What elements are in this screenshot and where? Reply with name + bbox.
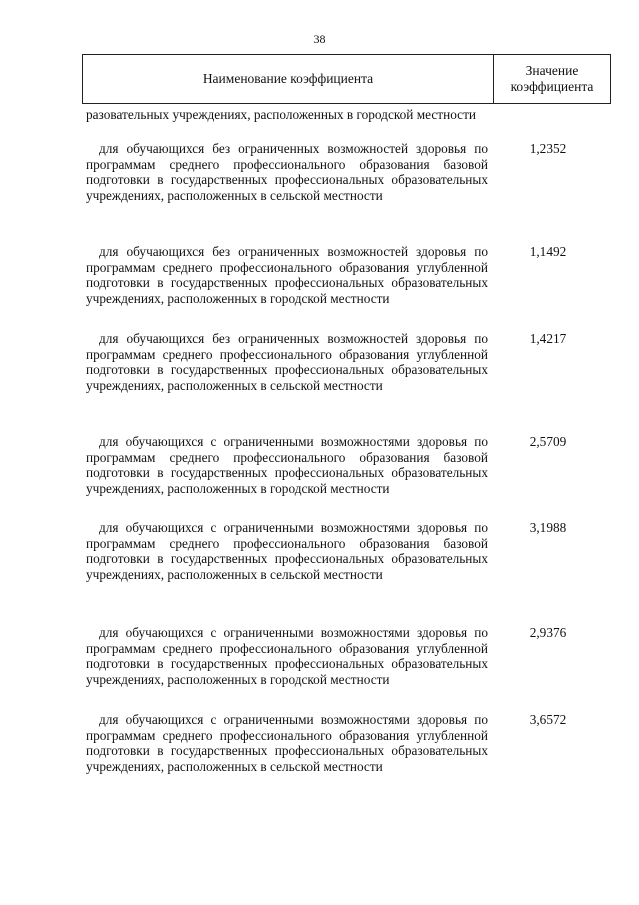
table-header: [82, 54, 611, 104]
coefficient-value: 1,2352: [529, 141, 567, 156]
table-row: [86, 520, 488, 582]
coefficient-name-column-header: Наименование коэффициента: [202, 71, 374, 86]
coefficient-name: для обучающихся без ограниченных возможностей здоровья по программам среднего профессионального образования углубленной подготовки в государственных профессиональных образовательных учреждениях, расположенных в городской местности: [86, 244, 488, 306]
coefficient-name: для обучающихся без ограниченных возможностей здоровья по программам среднего профессионального образования углубленной подготовки в государственных профессиональных образовательных учреждениях, расположенных в сельской местности: [86, 331, 488, 393]
coefficient-value: 2,5709: [529, 434, 567, 449]
coefficient-name: для обучающихся без ограниченных возможностей здоровья по программам среднего профессионального образования базовой подготовки в государственных профессиональных образовательных учреждениях, расположенных в сельской местности: [86, 141, 488, 203]
page-number: 38: [313, 32, 326, 46]
table-row: [86, 625, 488, 687]
table-row: [86, 107, 488, 123]
coefficient-value: 3,1988: [529, 520, 567, 535]
table-row: [86, 712, 488, 774]
coefficient-value: 2,9376: [529, 625, 567, 640]
table-row: [86, 141, 488, 203]
table-row: [86, 434, 488, 496]
coefficient-name: разовательных учреждениях, расположенных в городской местности: [86, 107, 477, 122]
coefficient-name: для обучающихся с ограниченными возможностями здоровья по программам среднего профессионального образования базовой подготовки в государственных профессиональных образовательных учреждениях, расположенных в городской местности: [86, 434, 488, 496]
coefficient-value: 3,6572: [529, 712, 567, 727]
coefficient-name: для обучающихся с ограниченными возможностями здоровья по программам среднего профессионального образования углубленной подготовки в государственных профессиональных образовательных учреждениях, расположенных в сельской местности: [86, 712, 488, 774]
coefficient-value-column-header: Значение коэффициента: [510, 63, 594, 94]
table-row: [86, 244, 488, 306]
table-row: [86, 331, 488, 393]
coefficient-value: 1,4217: [529, 331, 567, 346]
coefficient-name: для обучающихся с ограниченными возможностями здоровья по программам среднего профессионального образования базовой подготовки в государственных профессиональных образовательных учреждениях, расположенных в сельской местности: [86, 520, 488, 582]
coefficient-value: 1,1492: [529, 244, 567, 259]
coefficient-name: для обучающихся с ограниченными возможностями здоровья по программам среднего профессионального образования углубленной подготовки в государственных профессиональных образовательных учреждениях, расположенных в городской местности: [86, 625, 488, 687]
